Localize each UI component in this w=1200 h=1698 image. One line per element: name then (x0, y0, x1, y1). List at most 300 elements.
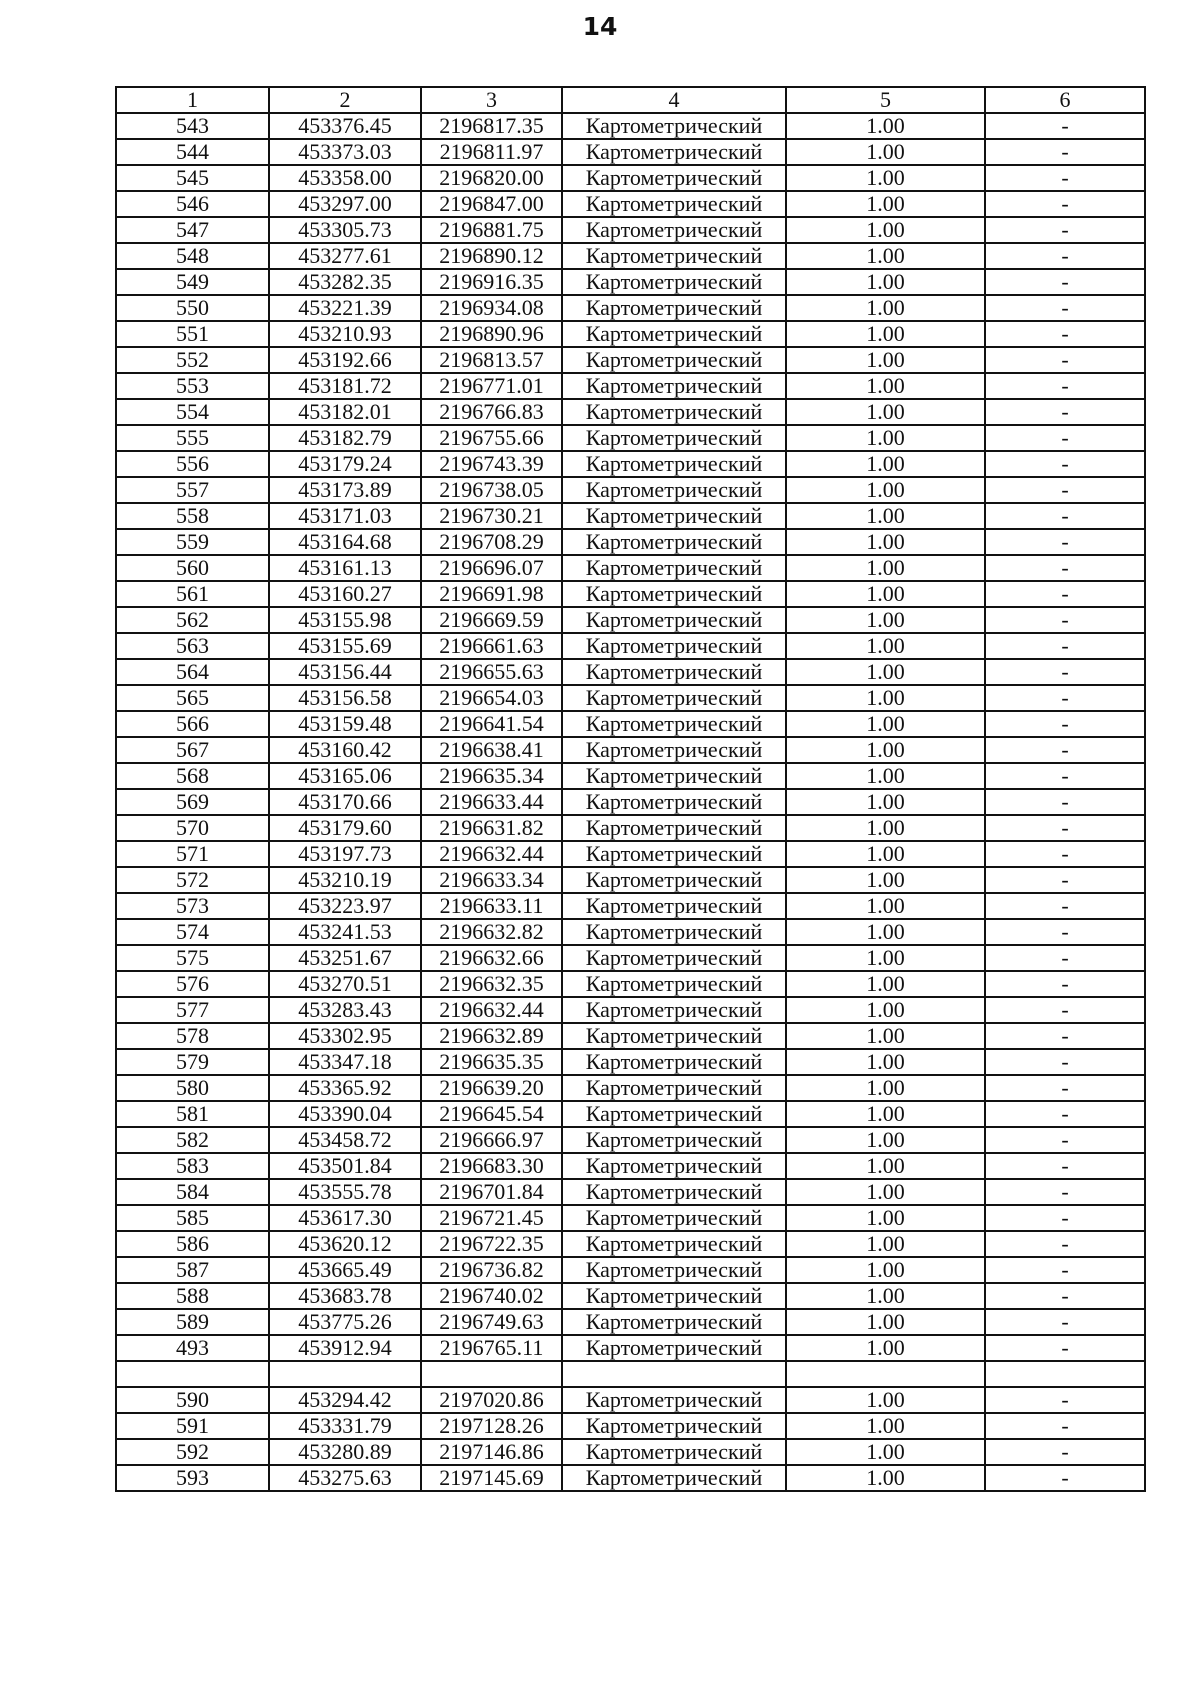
method-cell: Картометрический (562, 165, 786, 191)
table-row (116, 1439, 1145, 1465)
y-coordinate-cell: 2196661.63 (421, 633, 562, 659)
point-number-cell: 586 (116, 1231, 269, 1257)
point-number-cell: 551 (116, 321, 269, 347)
y-coordinate-cell: 2196817.35 (421, 113, 562, 139)
y-coordinate-cell (421, 1361, 562, 1387)
description-cell: - (985, 867, 1145, 893)
description-cell: - (985, 1075, 1145, 1101)
method-cell: Картометрический (562, 607, 786, 633)
description-cell: - (985, 139, 1145, 165)
description-cell: - (985, 243, 1145, 269)
point-number-cell (116, 1361, 269, 1387)
point-number-cell: 566 (116, 711, 269, 737)
method-cell: Картометрический (562, 191, 786, 217)
method-cell: Картометрический (562, 971, 786, 997)
description-cell: - (985, 763, 1145, 789)
y-coordinate-cell: 2196632.66 (421, 945, 562, 971)
accuracy-cell: 1.00 (786, 581, 985, 607)
table-row (116, 711, 1145, 737)
description-cell: - (985, 1101, 1145, 1127)
x-coordinate-cell: 453182.79 (269, 425, 421, 451)
description-cell: - (985, 321, 1145, 347)
point-number-cell: 567 (116, 737, 269, 763)
point-number-cell: 582 (116, 1127, 269, 1153)
description-cell: - (985, 347, 1145, 373)
method-cell: Картометрический (562, 1049, 786, 1075)
method-cell: Картометрический (562, 633, 786, 659)
description-cell: - (985, 477, 1145, 503)
point-number-cell: 592 (116, 1439, 269, 1465)
header-cell-col-3: 3 (421, 87, 562, 113)
y-coordinate-cell: 2197146.86 (421, 1439, 562, 1465)
y-coordinate-cell: 2196632.89 (421, 1023, 562, 1049)
description-cell: - (985, 1465, 1145, 1491)
point-number-cell: 562 (116, 607, 269, 633)
table-row (116, 867, 1145, 893)
description-cell: - (985, 945, 1145, 971)
table-row (116, 607, 1145, 633)
description-cell: - (985, 425, 1145, 451)
x-coordinate-cell: 453555.78 (269, 1179, 421, 1205)
x-coordinate-cell: 453179.60 (269, 815, 421, 841)
method-cell (562, 1361, 786, 1387)
table-row (116, 529, 1145, 555)
description-cell: - (985, 165, 1145, 191)
table-row (116, 399, 1145, 425)
y-coordinate-cell: 2196743.39 (421, 451, 562, 477)
method-cell: Картометрический (562, 815, 786, 841)
method-cell: Картометрический (562, 1283, 786, 1309)
x-coordinate-cell: 453223.97 (269, 893, 421, 919)
description-cell: - (985, 1335, 1145, 1361)
point-number-cell: 564 (116, 659, 269, 685)
description-cell: - (985, 633, 1145, 659)
x-coordinate-cell: 453358.00 (269, 165, 421, 191)
x-coordinate-cell: 453181.72 (269, 373, 421, 399)
y-coordinate-cell: 2197145.69 (421, 1465, 562, 1491)
method-cell: Картометрический (562, 295, 786, 321)
accuracy-cell: 1.00 (786, 243, 985, 269)
table-row (116, 425, 1145, 451)
y-coordinate-cell: 2196721.45 (421, 1205, 562, 1231)
table-row (116, 1283, 1145, 1309)
method-cell: Картометрический (562, 1309, 786, 1335)
accuracy-cell: 1.00 (786, 893, 985, 919)
accuracy-cell: 1.00 (786, 529, 985, 555)
description-cell: - (985, 1205, 1145, 1231)
table-row (116, 451, 1145, 477)
accuracy-cell: 1.00 (786, 1335, 985, 1361)
description-cell: - (985, 1231, 1145, 1257)
y-coordinate-cell: 2196654.03 (421, 685, 562, 711)
accuracy-cell: 1.00 (786, 321, 985, 347)
y-coordinate-cell: 2196632.82 (421, 919, 562, 945)
y-coordinate-cell: 2196934.08 (421, 295, 562, 321)
method-cell: Картометрический (562, 1101, 786, 1127)
accuracy-cell: 1.00 (786, 945, 985, 971)
description-cell: - (985, 1049, 1145, 1075)
point-number-cell: 555 (116, 425, 269, 451)
description-cell: - (985, 893, 1145, 919)
method-cell: Картометрический (562, 867, 786, 893)
description-cell: - (985, 659, 1145, 685)
method-cell: Картометрический (562, 243, 786, 269)
description-cell: - (985, 295, 1145, 321)
y-coordinate-cell: 2196738.05 (421, 477, 562, 503)
x-coordinate-cell: 453155.69 (269, 633, 421, 659)
accuracy-cell: 1.00 (786, 1179, 985, 1205)
x-coordinate-cell: 453210.93 (269, 321, 421, 347)
accuracy-cell: 1.00 (786, 789, 985, 815)
x-coordinate-cell: 453665.49 (269, 1257, 421, 1283)
table-row (116, 1049, 1145, 1075)
x-coordinate-cell: 453165.06 (269, 763, 421, 789)
table-row (116, 243, 1145, 269)
table-row (116, 763, 1145, 789)
description-cell: - (985, 971, 1145, 997)
table-row (116, 1075, 1145, 1101)
accuracy-cell: 1.00 (786, 165, 985, 191)
table-row (116, 1361, 1145, 1387)
method-cell: Картометрический (562, 399, 786, 425)
x-coordinate-cell: 453164.68 (269, 529, 421, 555)
table-row (116, 919, 1145, 945)
accuracy-cell: 1.00 (786, 373, 985, 399)
table-row (116, 217, 1145, 243)
method-cell: Картометрический (562, 321, 786, 347)
method-cell: Картометрический (562, 685, 786, 711)
table-row (116, 477, 1145, 503)
x-coordinate-cell: 453683.78 (269, 1283, 421, 1309)
description-cell (985, 1361, 1145, 1387)
y-coordinate-cell: 2196632.44 (421, 841, 562, 867)
y-coordinate-cell: 2196691.98 (421, 581, 562, 607)
point-number-cell: 557 (116, 477, 269, 503)
point-number-cell: 574 (116, 919, 269, 945)
method-cell: Картометрический (562, 1465, 786, 1491)
table-row (116, 997, 1145, 1023)
y-coordinate-cell: 2196740.02 (421, 1283, 562, 1309)
x-coordinate-cell: 453182.01 (269, 399, 421, 425)
description-cell: - (985, 217, 1145, 243)
description-cell: - (985, 1023, 1145, 1049)
method-cell: Картометрический (562, 1075, 786, 1101)
description-cell: - (985, 581, 1145, 607)
y-coordinate-cell: 2196639.20 (421, 1075, 562, 1101)
method-cell: Картометрический (562, 997, 786, 1023)
accuracy-cell: 1.00 (786, 1049, 985, 1075)
table-row (116, 1231, 1145, 1257)
point-number-cell: 580 (116, 1075, 269, 1101)
table-row (116, 555, 1145, 581)
description-cell: - (985, 1179, 1145, 1205)
method-cell: Картометрический (562, 425, 786, 451)
accuracy-cell: 1.00 (786, 347, 985, 373)
page-number: 14 (582, 12, 618, 41)
point-number-cell: 570 (116, 815, 269, 841)
y-coordinate-cell: 2196916.35 (421, 269, 562, 295)
y-coordinate-cell: 2196881.75 (421, 217, 562, 243)
y-coordinate-cell: 2196766.83 (421, 399, 562, 425)
x-coordinate-cell: 453302.95 (269, 1023, 421, 1049)
method-cell: Картометрический (562, 269, 786, 295)
y-coordinate-cell: 2196771.01 (421, 373, 562, 399)
point-number-cell: 588 (116, 1283, 269, 1309)
y-coordinate-cell: 2196765.11 (421, 1335, 562, 1361)
point-number-cell: 569 (116, 789, 269, 815)
method-cell: Картометрический (562, 477, 786, 503)
point-number-cell: 589 (116, 1309, 269, 1335)
accuracy-cell: 1.00 (786, 711, 985, 737)
table-header (116, 87, 1145, 113)
description-cell: - (985, 269, 1145, 295)
accuracy-cell: 1.00 (786, 399, 985, 425)
method-cell: Картометрический (562, 1179, 786, 1205)
x-coordinate-cell: 453620.12 (269, 1231, 421, 1257)
point-number-cell: 556 (116, 451, 269, 477)
x-coordinate-cell: 453390.04 (269, 1101, 421, 1127)
method-cell: Картометрический (562, 841, 786, 867)
point-number-cell: 591 (116, 1413, 269, 1439)
point-number-cell: 547 (116, 217, 269, 243)
table-row (116, 1335, 1145, 1361)
accuracy-cell: 1.00 (786, 763, 985, 789)
table-row (116, 269, 1145, 295)
table-row (116, 321, 1145, 347)
x-coordinate-cell: 453373.03 (269, 139, 421, 165)
point-number-cell: 576 (116, 971, 269, 997)
point-number-cell: 493 (116, 1335, 269, 1361)
header-cell-col-6: 6 (985, 87, 1145, 113)
header-cell-col-1: 1 (116, 87, 269, 113)
point-number-cell: 587 (116, 1257, 269, 1283)
x-coordinate-cell: 453912.94 (269, 1335, 421, 1361)
method-cell: Картометрический (562, 113, 786, 139)
x-coordinate-cell: 453282.35 (269, 269, 421, 295)
description-cell: - (985, 919, 1145, 945)
table-row (116, 971, 1145, 997)
accuracy-cell: 1.00 (786, 451, 985, 477)
y-coordinate-cell: 2196632.44 (421, 997, 562, 1023)
table-row (116, 373, 1145, 399)
method-cell: Картометрический (562, 1413, 786, 1439)
table-row (116, 737, 1145, 763)
description-cell: - (985, 997, 1145, 1023)
x-coordinate-cell: 453221.39 (269, 295, 421, 321)
y-coordinate-cell: 2196633.34 (421, 867, 562, 893)
method-cell: Картометрический (562, 1257, 786, 1283)
x-coordinate-cell: 453160.27 (269, 581, 421, 607)
y-coordinate-cell: 2196635.34 (421, 763, 562, 789)
description-cell: - (985, 685, 1145, 711)
description-cell: - (985, 373, 1145, 399)
accuracy-cell: 1.00 (786, 867, 985, 893)
point-number-cell: 561 (116, 581, 269, 607)
point-number-cell: 568 (116, 763, 269, 789)
x-coordinate-cell: 453156.58 (269, 685, 421, 711)
method-cell: Картометрический (562, 1439, 786, 1465)
description-cell: - (985, 737, 1145, 763)
header-row (116, 87, 1145, 113)
table-row (116, 1309, 1145, 1335)
accuracy-cell: 1.00 (786, 269, 985, 295)
accuracy-cell: 1.00 (786, 477, 985, 503)
y-coordinate-cell: 2196641.54 (421, 711, 562, 737)
y-coordinate-cell: 2196683.30 (421, 1153, 562, 1179)
x-coordinate-cell (269, 1361, 421, 1387)
y-coordinate-cell: 2196666.97 (421, 1127, 562, 1153)
y-coordinate-cell: 2196631.82 (421, 815, 562, 841)
description-cell: - (985, 503, 1145, 529)
x-coordinate-cell: 453160.42 (269, 737, 421, 763)
accuracy-cell: 1.00 (786, 607, 985, 633)
point-number-cell: 563 (116, 633, 269, 659)
description-cell: - (985, 1387, 1145, 1413)
accuracy-cell: 1.00 (786, 217, 985, 243)
method-cell: Картометрический (562, 919, 786, 945)
x-coordinate-cell: 453331.79 (269, 1413, 421, 1439)
table-row (116, 165, 1145, 191)
y-coordinate-cell: 2196633.11 (421, 893, 562, 919)
y-coordinate-cell: 2196638.41 (421, 737, 562, 763)
y-coordinate-cell: 2197128.26 (421, 1413, 562, 1439)
method-cell: Картометрический (562, 1205, 786, 1231)
table-row (116, 945, 1145, 971)
description-cell: - (985, 841, 1145, 867)
y-coordinate-cell: 2196890.96 (421, 321, 562, 347)
method-cell: Картометрический (562, 373, 786, 399)
x-coordinate-cell: 453156.44 (269, 659, 421, 685)
accuracy-cell: 1.00 (786, 139, 985, 165)
table-row (116, 503, 1145, 529)
point-number-cell: 558 (116, 503, 269, 529)
accuracy-cell: 1.00 (786, 1413, 985, 1439)
coordinates-table (115, 86, 1146, 1492)
accuracy-cell: 1.00 (786, 1387, 985, 1413)
x-coordinate-cell: 453294.42 (269, 1387, 421, 1413)
description-cell: - (985, 1439, 1145, 1465)
table-row (116, 191, 1145, 217)
table-row (116, 659, 1145, 685)
method-cell: Картометрический (562, 347, 786, 373)
method-cell: Картометрический (562, 1023, 786, 1049)
point-number-cell: 560 (116, 555, 269, 581)
accuracy-cell: 1.00 (786, 1075, 985, 1101)
x-coordinate-cell: 453173.89 (269, 477, 421, 503)
method-cell: Картометрический (562, 581, 786, 607)
table-row (116, 841, 1145, 867)
point-number-cell: 571 (116, 841, 269, 867)
table-body (116, 113, 1145, 1491)
table-row (116, 1257, 1145, 1283)
accuracy-cell: 1.00 (786, 737, 985, 763)
accuracy-cell: 1.00 (786, 503, 985, 529)
method-cell: Картометрический (562, 763, 786, 789)
method-cell: Картометрический (562, 1127, 786, 1153)
table-row (116, 347, 1145, 373)
method-cell: Картометрический (562, 1335, 786, 1361)
table-row (116, 1387, 1145, 1413)
y-coordinate-cell: 2196730.21 (421, 503, 562, 529)
table-row (116, 1101, 1145, 1127)
method-cell: Картометрический (562, 711, 786, 737)
description-cell: - (985, 1309, 1145, 1335)
accuracy-cell: 1.00 (786, 971, 985, 997)
description-cell: - (985, 113, 1145, 139)
table-row (116, 815, 1145, 841)
y-coordinate-cell: 2196696.07 (421, 555, 562, 581)
point-number-cell: 579 (116, 1049, 269, 1075)
x-coordinate-cell: 453179.24 (269, 451, 421, 477)
x-coordinate-cell: 453251.67 (269, 945, 421, 971)
description-cell: - (985, 1127, 1145, 1153)
y-coordinate-cell: 2196722.35 (421, 1231, 562, 1257)
x-coordinate-cell: 453210.19 (269, 867, 421, 893)
method-cell: Картометрический (562, 555, 786, 581)
accuracy-cell (786, 1361, 985, 1387)
accuracy-cell: 1.00 (786, 1153, 985, 1179)
x-coordinate-cell: 453171.03 (269, 503, 421, 529)
point-number-cell: 573 (116, 893, 269, 919)
table-row (116, 789, 1145, 815)
table-row (116, 685, 1145, 711)
accuracy-cell: 1.00 (786, 1231, 985, 1257)
x-coordinate-cell: 453365.92 (269, 1075, 421, 1101)
table-row (116, 139, 1145, 165)
accuracy-cell: 1.00 (786, 1257, 985, 1283)
x-coordinate-cell: 453161.13 (269, 555, 421, 581)
method-cell: Картометрический (562, 1387, 786, 1413)
point-number-cell: 550 (116, 295, 269, 321)
point-number-cell: 577 (116, 997, 269, 1023)
y-coordinate-cell: 2196632.35 (421, 971, 562, 997)
header-cell-col-2: 2 (269, 87, 421, 113)
accuracy-cell: 1.00 (786, 685, 985, 711)
description-cell: - (985, 711, 1145, 737)
accuracy-cell: 1.00 (786, 1023, 985, 1049)
x-coordinate-cell: 453297.00 (269, 191, 421, 217)
x-coordinate-cell: 453617.30 (269, 1205, 421, 1231)
x-coordinate-cell: 453275.63 (269, 1465, 421, 1491)
accuracy-cell: 1.00 (786, 997, 985, 1023)
y-coordinate-cell: 2196749.63 (421, 1309, 562, 1335)
method-cell: Картометрический (562, 1153, 786, 1179)
x-coordinate-cell: 453280.89 (269, 1439, 421, 1465)
point-number-cell: 548 (116, 243, 269, 269)
x-coordinate-cell: 453458.72 (269, 1127, 421, 1153)
accuracy-cell: 1.00 (786, 555, 985, 581)
point-number-cell: 590 (116, 1387, 269, 1413)
point-number-cell: 553 (116, 373, 269, 399)
x-coordinate-cell: 453270.51 (269, 971, 421, 997)
description-cell: - (985, 399, 1145, 425)
x-coordinate-cell: 453347.18 (269, 1049, 421, 1075)
point-number-cell: 575 (116, 945, 269, 971)
header-cell-col-4: 4 (562, 87, 786, 113)
method-cell: Картометрический (562, 529, 786, 555)
y-coordinate-cell: 2196890.12 (421, 243, 562, 269)
x-coordinate-cell: 453501.84 (269, 1153, 421, 1179)
table-row (116, 113, 1145, 139)
description-cell: - (985, 1257, 1145, 1283)
y-coordinate-cell: 2196847.00 (421, 191, 562, 217)
description-cell: - (985, 815, 1145, 841)
x-coordinate-cell: 453376.45 (269, 113, 421, 139)
description-cell: - (985, 1153, 1145, 1179)
x-coordinate-cell: 453775.26 (269, 1309, 421, 1335)
table-row (116, 1413, 1145, 1439)
y-coordinate-cell: 2196655.63 (421, 659, 562, 685)
